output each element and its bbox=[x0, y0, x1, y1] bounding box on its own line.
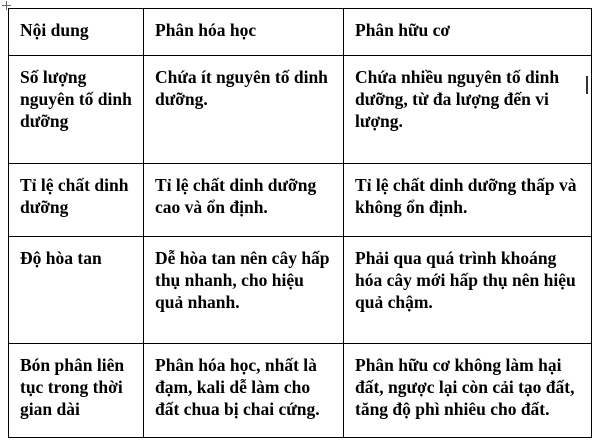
column-resize-marker-icon[interactable] bbox=[586, 76, 588, 94]
comparison-table bbox=[8, 8, 592, 438]
table-row bbox=[9, 164, 592, 237]
header-cell-organic-fertilizer[interactable]: Phân hữu cơ bbox=[344, 9, 592, 56]
table-cell[interactable]: Chứa ít nguyên tố dinh dưỡng. bbox=[144, 56, 344, 164]
table-cell[interactable]: Số lượng nguyên tố dinh dưỡng bbox=[9, 56, 144, 164]
table-row bbox=[9, 56, 592, 164]
table-cell[interactable]: Tỉ lệ chất dinh dưỡng cao và ổn định. bbox=[144, 164, 344, 237]
table-row bbox=[9, 344, 592, 438]
table-cell[interactable]: Tỉ lệ chất dinh dưỡng bbox=[9, 164, 144, 237]
table-cell[interactable]: Phải qua quá trình khoáng hóa cây mới hấp thụ nên hiệu quả chậm. bbox=[344, 237, 592, 344]
table-cell[interactable]: Phân hữu cơ không làm hại đất, ngược lại còn cải tạo đất, tăng độ phì nhiêu cho đất. bbox=[344, 344, 592, 438]
header-cell-chemical-fertilizer[interactable]: Phân hóa học bbox=[144, 9, 344, 56]
table-header-row bbox=[9, 9, 592, 56]
header-cell-content[interactable]: Nội dung bbox=[9, 9, 144, 56]
table-cell[interactable]: Chứa nhiều nguyên tố dinh dưỡng, từ đa lượng đến vi lượng. bbox=[344, 56, 592, 164]
table-cell[interactable]: Tỉ lệ chất dinh dưỡng thấp và không ổn định. bbox=[344, 164, 592, 237]
table-cell[interactable]: Bón phân liên tục trong thời gian dài bbox=[9, 344, 144, 438]
table-cell[interactable]: Độ hòa tan bbox=[9, 237, 144, 344]
table-row bbox=[9, 237, 592, 344]
table-cell[interactable]: Phân hóa học, nhất là đạm, kali dễ làm cho đất chua bị chai cứng. bbox=[144, 344, 344, 438]
table-cell[interactable]: Dễ hòa tan nên cây hấp thụ nhanh, cho hiệu quả nhanh. bbox=[144, 237, 344, 344]
move-handle-vertical bbox=[6, 1, 7, 10]
